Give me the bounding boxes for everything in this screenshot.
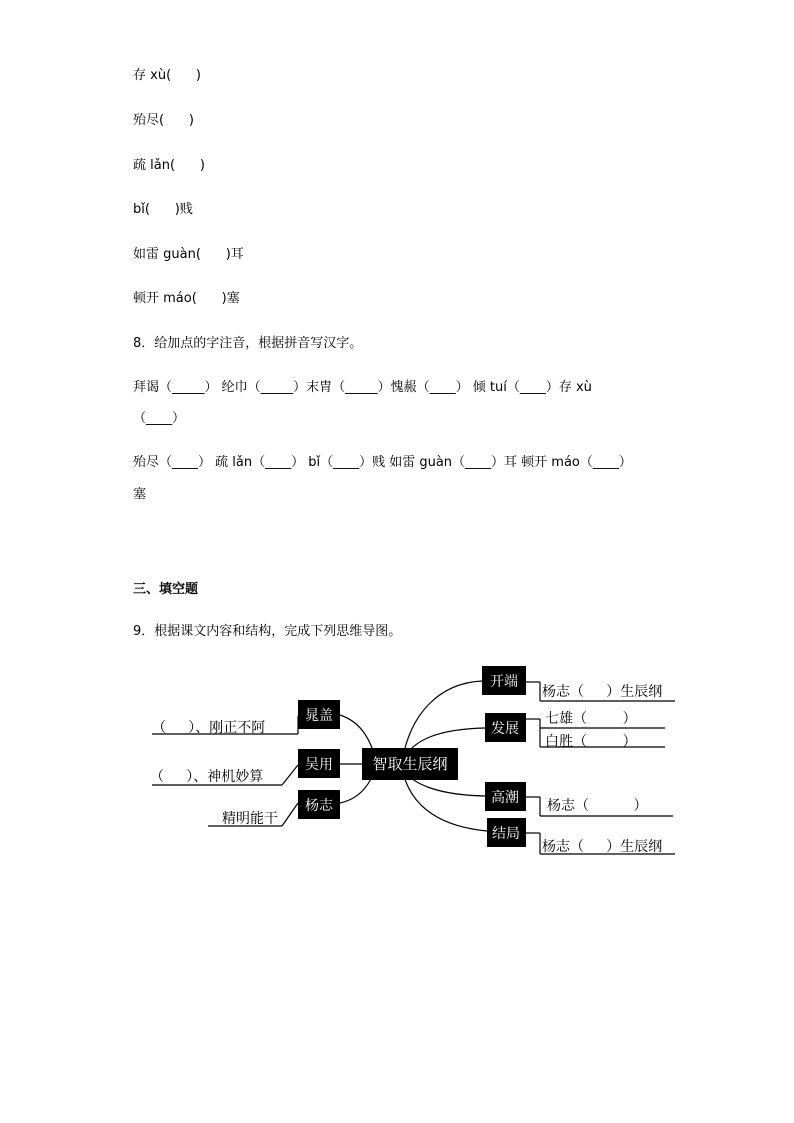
center-node-label: 智取生辰纲 — [372, 755, 448, 773]
label-chaogai: （ ）、刚正不阿 — [152, 720, 266, 736]
text-line-daijin: 殆尽( ) — [133, 113, 194, 128]
question-8-row-1: 拜谒（_____） 纶巾（_____）末胄（_____）愧赧（____） 倾 tuí（____）存 xù — [133, 380, 592, 395]
node-yangzhi-label: 杨志 — [305, 798, 333, 814]
question-8-row-2: 殆尽（____） 疏 lǎn（____） bǐ（____）贱 如雷 guàn（____）耳 顿开 máo（____） — [133, 455, 632, 470]
node-jieju-label: 结局 — [492, 826, 520, 842]
node-chaogai-label: 晁盖 — [305, 708, 333, 724]
label-fazhan-2: 白胜（ ） — [545, 734, 637, 750]
label-jieju: 杨志（ ）生辰纲 — [542, 839, 663, 855]
question-8-row-2-cont: 塞 — [133, 487, 147, 502]
label-fazhan-1: 七雄（ ） — [545, 711, 637, 727]
text-line-xu: 存 xù( ) — [133, 68, 202, 83]
label-kaiduan: 杨志（ ）生辰纲 — [542, 684, 663, 700]
label-gaochao: 杨志（ ） — [547, 798, 648, 814]
text-line-mao: 顿开 máo( )塞 — [133, 291, 240, 306]
section-heading-fill-blank: 三、填空题 — [133, 582, 199, 597]
label-wuyong: （ ）、神机妙算 — [150, 769, 264, 785]
label-yangzhi: 精明能干 — [222, 811, 278, 827]
node-wuyong-label: 吴用 — [305, 757, 333, 773]
mind-map — [140, 655, 685, 860]
node-kaiduan-label: 开端 — [490, 674, 518, 690]
question-8-row-1-cont: （____） — [133, 411, 186, 426]
text-line-bi: bǐ( )贱 — [133, 202, 193, 217]
question-8-prompt: 8．给加点的字注音，根据拼音写汉字。 — [133, 336, 363, 351]
node-gaochao-label: 高潮 — [491, 790, 519, 806]
text-line-guan: 如雷 guàn( )耳 — [133, 247, 244, 262]
question-9-prompt: 9．根据课文内容和结构，完成下列思维导图。 — [133, 624, 402, 639]
node-fazhan-label: 发展 — [491, 721, 519, 737]
text-line-lan: 疏 lǎn( ) — [133, 158, 205, 173]
